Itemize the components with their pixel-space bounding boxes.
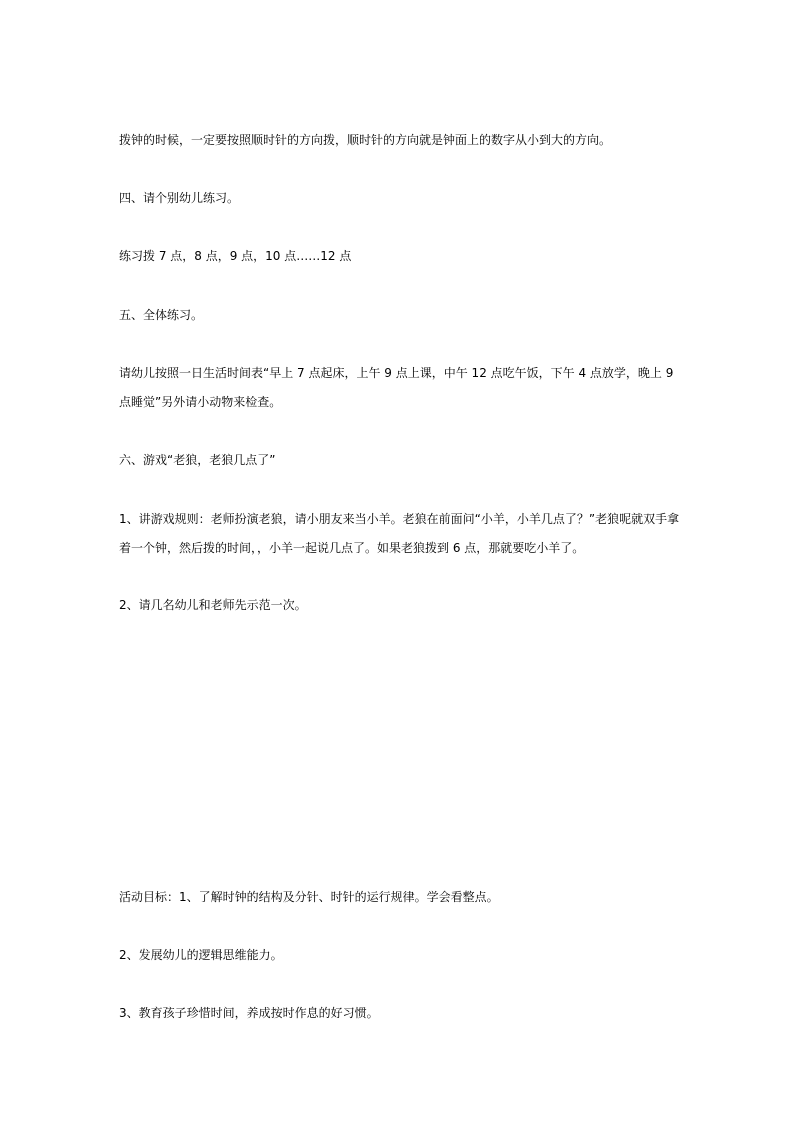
- heading-group-practice: 五、全体练习。: [119, 308, 204, 322]
- heading-individual-practice: 四、请个别幼儿练习。: [119, 191, 240, 205]
- paragraph-daily-schedule: 请幼儿按照一日生活时间表“早上 7 点起床，上午 9 点上课，中午 12 点吃午饭，下午 4 点放学，晚上 9 点睡觉”另外请小动物来检查。: [119, 366, 674, 409]
- paragraph-clock-direction: 拨钟的时候，一定要按照顺时针的方向拨，顺时针的方向就是钟面上的数字从小到大的方向。: [119, 133, 612, 147]
- paragraph-value-time: 3、教育孩子珍惜时间，养成按时作息的好习惯。: [119, 1006, 379, 1020]
- paragraph-activity-goals: 活动目标：1、了解时钟的结构及分针、时针的运行规律。学会看整点。: [119, 890, 499, 904]
- paragraph-demonstration: 2、请几名幼儿和老师先示范一次。: [119, 598, 307, 612]
- heading-game: 六、游戏“老狼，老狼几点了”: [119, 453, 276, 467]
- paragraph-logical-thinking: 2、发展幼儿的逻辑思维能力。: [119, 948, 283, 962]
- paragraph-practice-times: 练习拨 7 点，8 点，9 点，10 点……12 点: [119, 249, 352, 263]
- paragraph-game-rules: 1、讲游戏规则：老师扮演老狼，请小朋友来当小羊。老狼在前面问“小羊，小羊几点了？”老狼呢就双手拿着一个钟，然后拨的时间，，小羊一起说几点了。如果老狼拨到 6 点，那就要吃小羊了。: [119, 512, 680, 555]
